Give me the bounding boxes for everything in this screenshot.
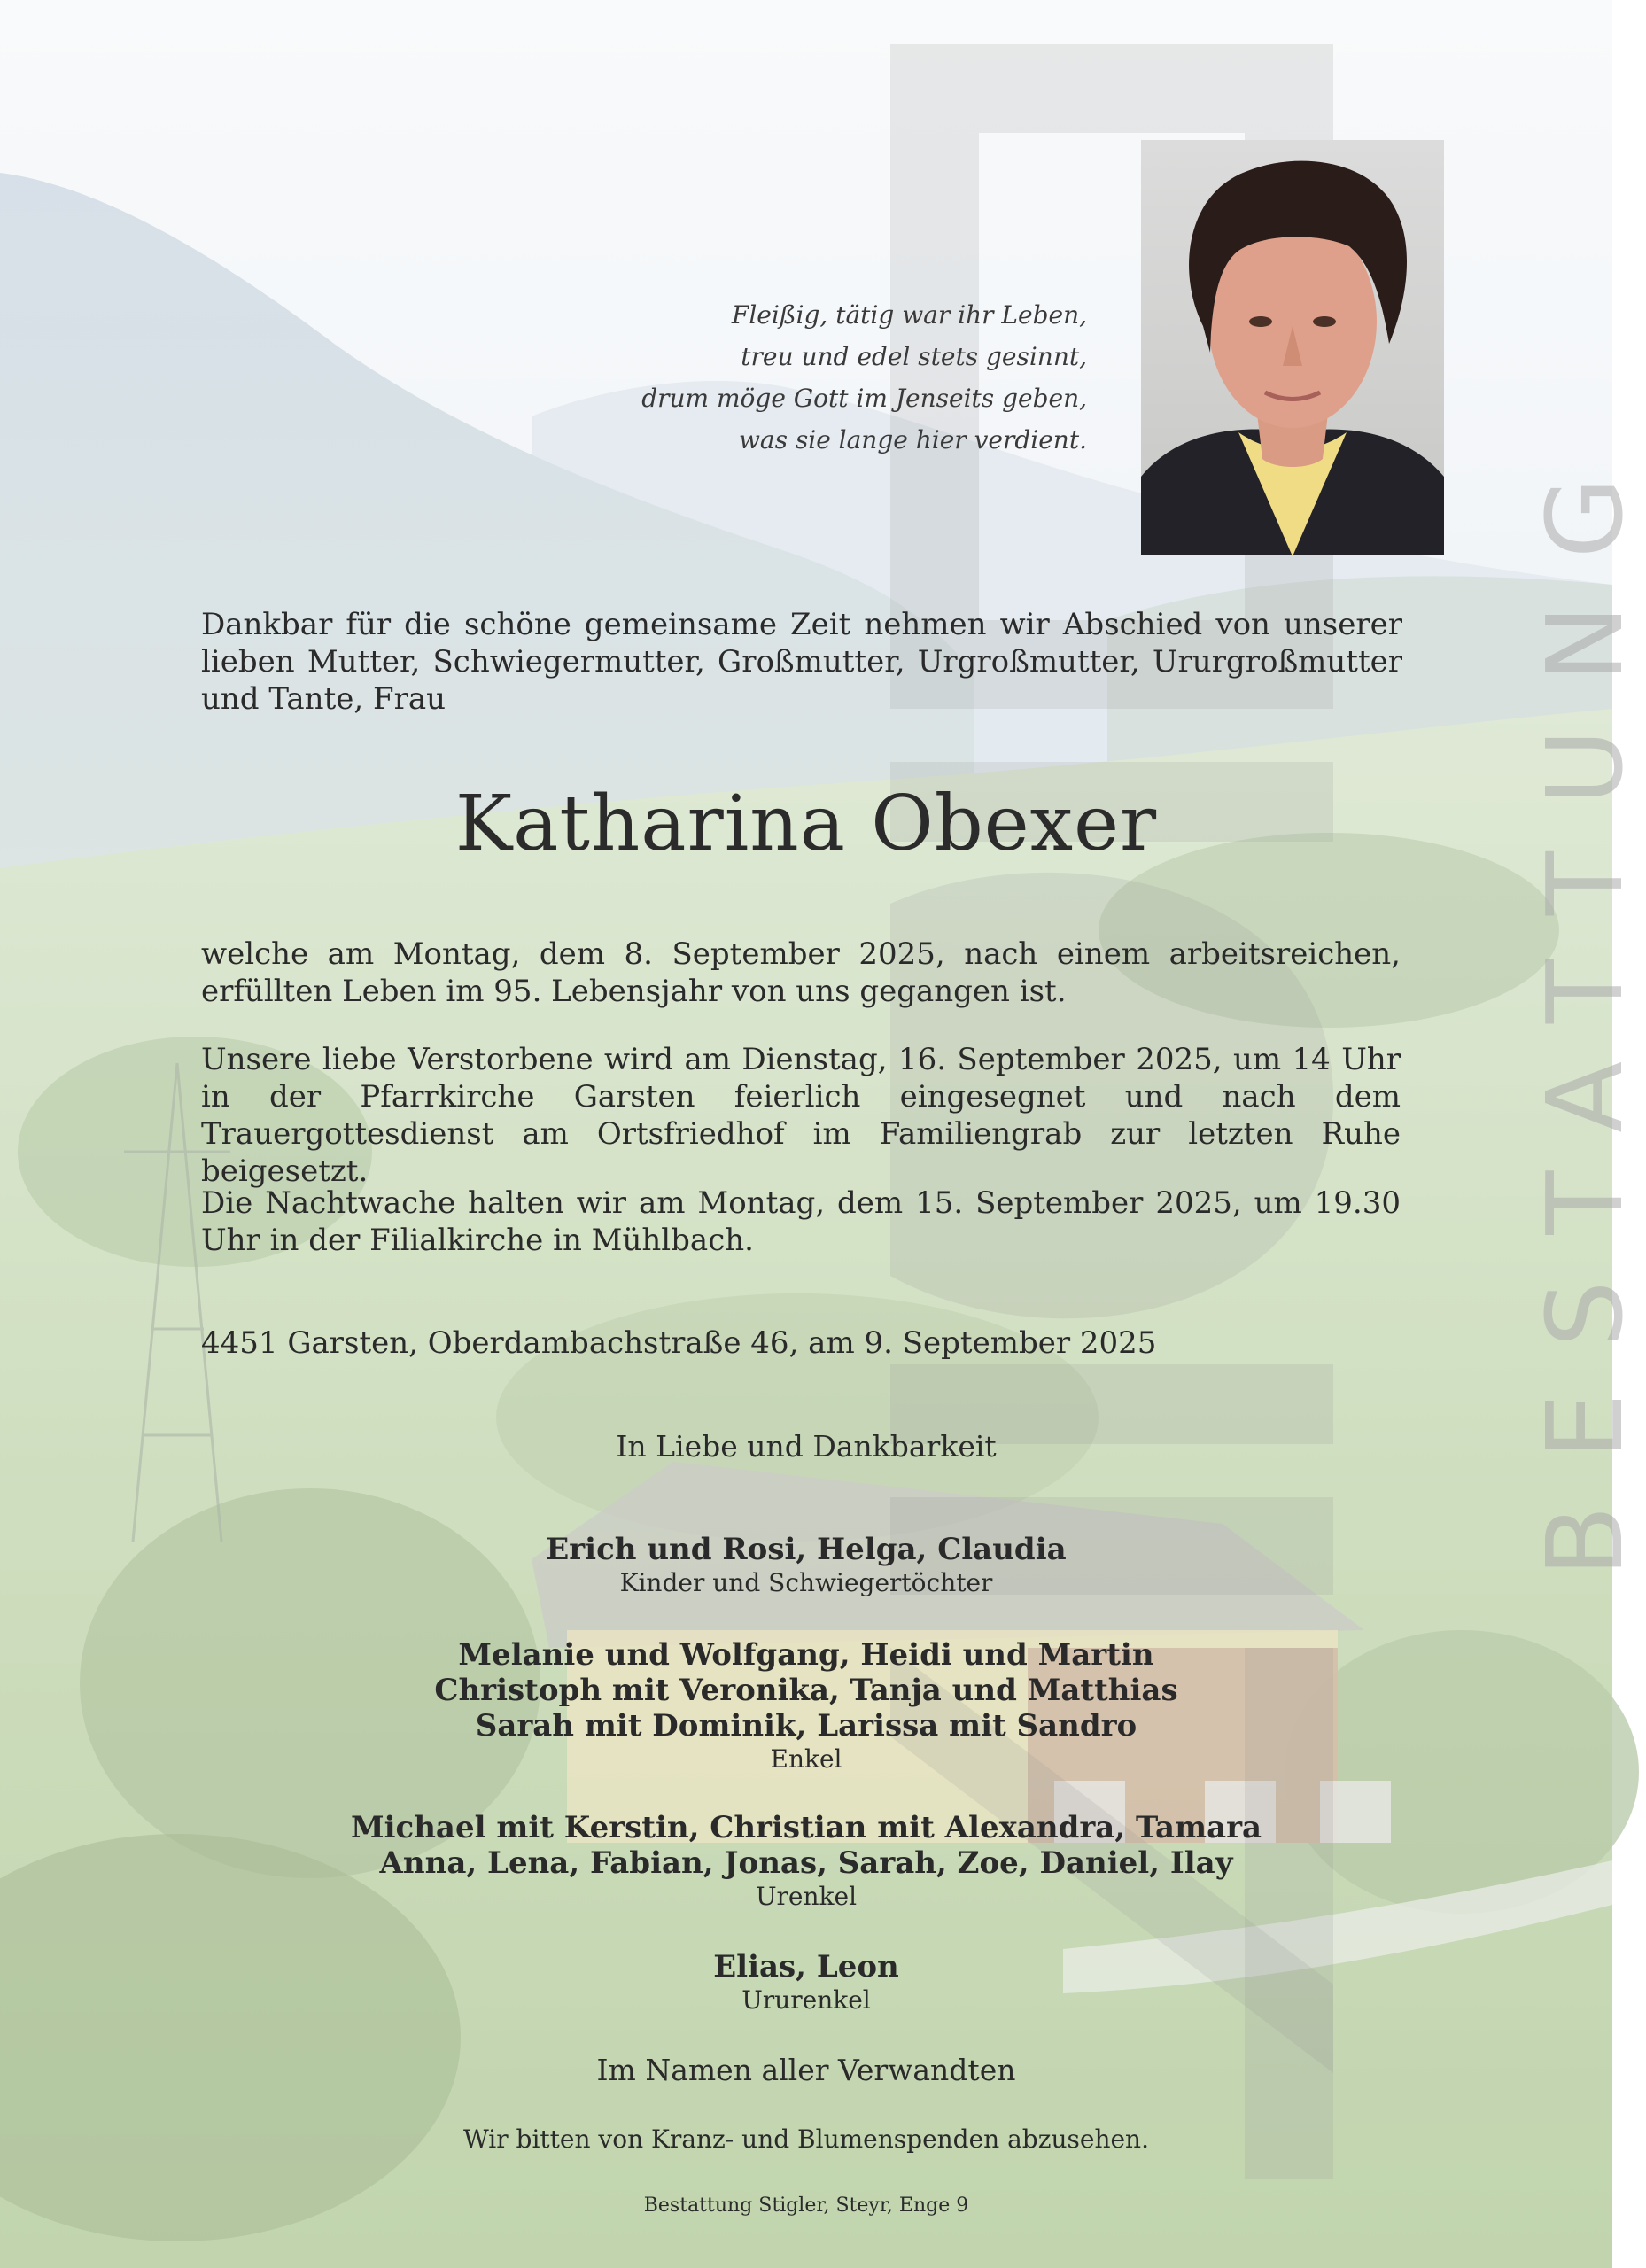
watermark-text: BESTATTUNG (1524, 431, 1646, 1577)
death-paragraph: welche am Montag, dem 8. September 2025, nach einem arbeitsreichen, erfüllten Leben im 95. Lebensjahr von uns gegangen ist. (201, 936, 1401, 1009)
mourner-group-great-great-grandchildren (0, 1949, 1612, 2016)
deceased-name: Katharina Obexer (454, 780, 1158, 868)
mourner-names: Christoph mit Veronika, Tanja und Matthias (434, 1673, 1178, 1708)
relatives-line: Im Namen aller Verwandten (596, 2053, 1016, 2087)
funeral-paragraph: Unsere liebe Verstorbene wird am Dienstag, 16. September 2025, um 14 Uhr in der Pfarrkirche Garsten feierlich eingesegnet und nach dem Trauergottesdienst am Ortsfriedhof im Familiengrab zur letzten Ruhe beigesetzt. (201, 1042, 1401, 1189)
mourner-group-children (0, 1532, 1612, 1599)
mourner-group-grandchildren (0, 1637, 1612, 1775)
mourner-group-great-grandchildren (0, 1810, 1612, 1913)
funeral-home-footer: Bestattung Stigler, Steyr, Enge 9 (643, 2194, 969, 2217)
mourner-names: Erich und Rosi, Helga, Claudia (546, 1532, 1067, 1567)
intro-text: Dankbar für die schöne gemeinsame Zeit nehmen wir Abschied von unserer lieben Mutter, Schwiegermutter, Großmutter, Urgroßmutter, Ururgroßmutter und Tante, Frau (201, 607, 1402, 717)
verse-line: was sie lange hier verdient. (738, 425, 1087, 454)
verse-line: treu und edel stets gesinnt, (741, 342, 1087, 371)
mourner-names: Melanie und Wolfgang, Heidi und Martin (458, 1637, 1154, 1673)
mourner-names: Anna, Lena, Fabian, Jonas, Sarah, Zoe, Daniel, Ilay (379, 1845, 1233, 1881)
mourner-names: Michael mit Kerstin, Christian mit Alexandra, Tamara (350, 1810, 1262, 1845)
mourner-relation: Enkel (770, 1744, 842, 1774)
verse-line: drum möge Gott im Jenseits geben, (641, 384, 1087, 413)
memorial-verse (591, 294, 1087, 461)
mourner-names: Elias, Leon (713, 1949, 899, 1984)
mourner-relation: Urenkel (755, 1882, 858, 1911)
portrait-photo (1141, 140, 1444, 555)
vigil-paragraph: Die Nachtwache halten wir am Montag, dem 15. September 2025, um 19.30 Uhr in der Filialkirche in Mühlbach. (201, 1185, 1401, 1258)
closing-phrase: In Liebe und Dankbarkeit (616, 1429, 997, 1464)
place-and-date: 4451 Garsten, Oberdambachstraße 46, am 9. September 2025 (201, 1325, 1157, 1361)
flowers-note: Wir bitten von Kranz- und Blumenspenden abzusehen. (463, 2124, 1149, 2154)
mourner-relation: Kinder und Schwiegertöchter (619, 1568, 993, 1597)
mourner-relation: Ururenkel (741, 1985, 871, 2015)
mourner-names: Sarah mit Dominik, Larissa mit Sandro (475, 1708, 1137, 1744)
verse-line: Fleißig, tätig war ihr Leben, (731, 300, 1087, 330)
